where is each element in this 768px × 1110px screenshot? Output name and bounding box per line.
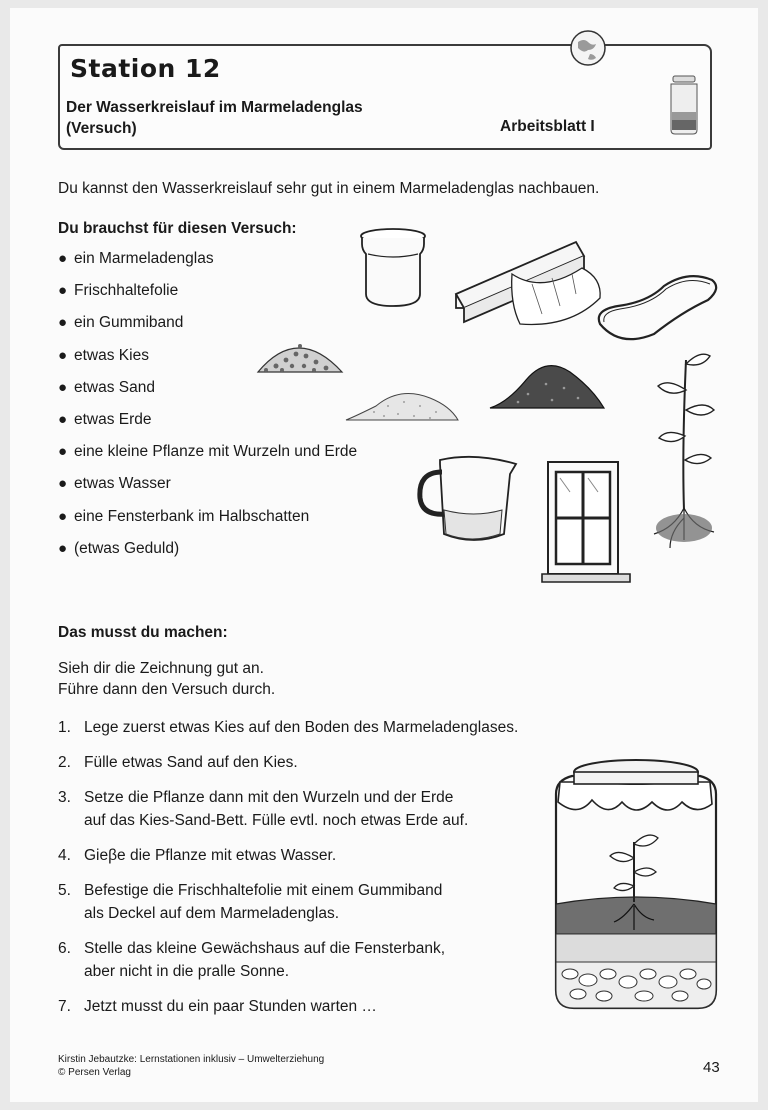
globe-icon: [568, 28, 608, 68]
gravel-pile-illustration: [256, 330, 344, 380]
list-item: ● etwas Kies: [58, 346, 149, 364]
footer-credits: Kirstin Jebautzke: Lernstationen inklusiv – Umwelterziehung © Persen Verlag: [58, 1054, 325, 1078]
list-item: ● Frischhaltefolie: [58, 282, 179, 300]
page-number: 43: [703, 1059, 720, 1076]
list-item: ● (etwas Geduld): [58, 539, 180, 557]
jar-thumbnail-icon: [664, 72, 704, 136]
cling-film-illustration: [452, 234, 612, 338]
worksheet-label: Arbeitsblatt I: [500, 118, 595, 135]
measuring-jug-illustration: [418, 454, 524, 546]
materials-list: [58, 250, 357, 572]
intro-text: Du kannst den Wasserkreislauf sehr gut in einem Marmeladenglas nachbauen.: [58, 180, 600, 197]
step-item: 6. Stelle das kleine Gewächshaus auf die Fensterbank, aber nicht in die pralle Sonne.: [58, 940, 446, 980]
list-item: ● ein Gummiband: [58, 314, 184, 332]
terrarium-jar-illustration: [548, 754, 724, 1012]
list-item: ● etwas Sand: [58, 378, 155, 396]
materials-heading: Du brauchst für diesen Versuch:: [58, 220, 297, 237]
step-item: 3. Setze die Pflanze dann mit den Wurzeln und der Erde auf das Kies-Sand-Bett. Fülle evtl. noch etwas Erde auf.: [58, 789, 469, 829]
station-title: Station 12: [70, 54, 221, 83]
step-item: 4. Gieβe die Pflanze mit etwas Wasser.: [58, 847, 337, 864]
plant-illustration: [646, 350, 724, 556]
list-item: ● etwas Wasser: [58, 475, 171, 493]
step-item: 5. Befestige die Frischhaltefolie mit einem Gummiband als Deckel auf dem Marmeladenglas.: [58, 882, 443, 922]
worksheet-title: Der Wasserkreislauf im Marmeladenglas (Versuch): [66, 99, 363, 137]
instructions-lead: Sieh dir die Zeichnung gut an. Führe dann den Versuch durch.: [58, 660, 276, 698]
instructions-heading: Das musst du machen:: [58, 624, 228, 641]
steps-list: [58, 716, 528, 1030]
sand-pile-illustration: [344, 382, 460, 424]
step-item: 1. Lege zuerst etwas Kies auf den Boden des Marmeladenglases.: [58, 719, 519, 736]
list-item: ● eine kleine Pflanze mit Wurzeln und Erde: [58, 443, 358, 461]
jam-jar-illustration: [358, 226, 430, 310]
list-item: ● etwas Erde: [58, 410, 152, 428]
soil-pile-illustration: [488, 358, 606, 414]
list-item: ● ein Marmeladenglas: [58, 250, 214, 267]
window-illustration: [540, 458, 632, 590]
list-item: ● eine Fensterbank im Halbschatten: [58, 507, 310, 525]
rubber-band-illustration: [594, 272, 720, 340]
step-item: 7. Jetzt musst du ein paar Stunden warten …: [58, 998, 377, 1015]
step-item: 2. Fülle etwas Sand auf den Kies.: [58, 754, 298, 771]
